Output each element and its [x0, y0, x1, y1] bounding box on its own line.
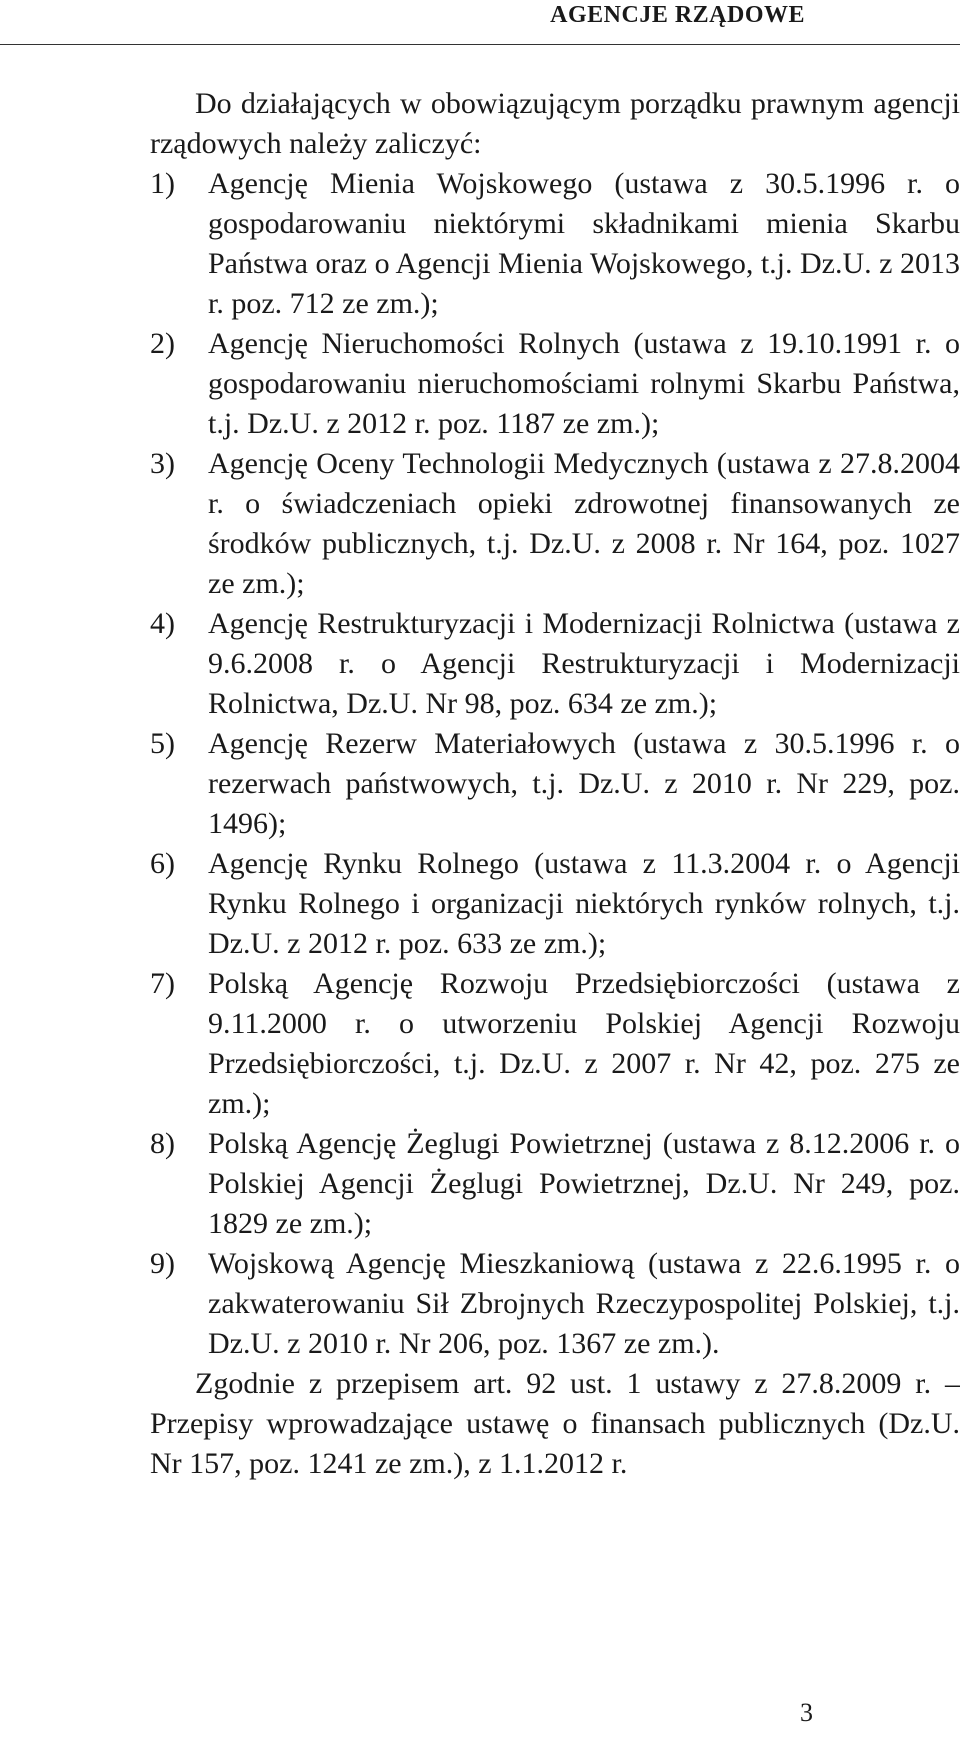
- list-item: [150, 964, 960, 1124]
- list-item: [150, 844, 960, 964]
- page-number: 3: [800, 1698, 813, 1727]
- list-item-text: Agencję Nieruchomości Rolnych (ustawa z 19.10.1991 r. o gospodarowaniu nieruchomościami rolnymi Skarbu Państwa, t.j. Dz.U. z 2012 r. poz. 1187 ze zm.);: [208, 327, 960, 440]
- list-item-text: Agencję Rezerw Materiałowych (ustawa z 30.5.1996 r. o rezerwach państwowych, t.j. Dz.U. z 2010 r. Nr 229, poz. 1496);: [208, 727, 960, 840]
- agency-list: [150, 164, 960, 1364]
- list-item-number: 8): [150, 1127, 175, 1160]
- list-item: [150, 324, 960, 444]
- list-item-number: 2): [150, 327, 175, 360]
- list-item: [150, 724, 960, 844]
- list-item-text: Agencję Oceny Technologii Medycznych (ustawa z 27.8.2004 r. o świadczeniach opieki zdrowotnej finansowanych ze środków publicznych, t.j. Dz.U. z 2008 r. Nr 164, poz. 1027 ze zm.);: [208, 447, 960, 600]
- list-item-number: 6): [150, 847, 175, 880]
- list-item: [150, 1124, 960, 1244]
- list-item: [150, 444, 960, 604]
- closing-paragraph: Zgodnie z przepisem art. 92 ust. 1 ustawy z 27.8.2009 r. – Przepisy wprowadzające ustawę o finansach publicznych (Dz.U. Nr 157, poz. 1241 ze zm.), z 1.1.2012 r.: [150, 1367, 960, 1480]
- list-item-number: 4): [150, 607, 175, 640]
- list-item: [150, 164, 960, 324]
- list-item-number: 7): [150, 967, 175, 1000]
- list-item: [150, 1244, 960, 1364]
- list-item-number: 1): [150, 167, 175, 200]
- list-item-number: 9): [150, 1247, 175, 1280]
- page-content: [150, 84, 960, 1484]
- list-item-text: Agencję Mienia Wojskowego (ustawa z 30.5.1996 r. o gospodarowaniu niektórymi składnikami mienia Skarbu Państwa oraz o Agencji Mienia Wojskowego, t.j. Dz.U. z 2013 r. poz. 712 ze zm.);: [208, 167, 960, 320]
- intro-paragraph: Do działających w obowiązującym porządku prawnym agencji rządowych należy zaliczyć:: [150, 87, 960, 160]
- running-header: [0, 0, 960, 45]
- list-item-text: Agencję Restrukturyzacji i Modernizacji Rolnictwa (ustawa z 9.6.2008 r. o Agencji Restrukturyzacji i Modernizacji Rolnictwa, Dz.U. Nr 98, poz. 634 ze zm.);: [208, 607, 960, 720]
- list-item-text: Polską Agencję Rozwoju Przedsiębiorczości (ustawa z 9.11.2000 r. o utworzeniu Polskiej Agencji Rozwoju Przedsiębiorczości, t.j. Dz.U. z 2007 r. Nr 42, poz. 275 ze zm.);: [208, 967, 960, 1120]
- list-item-text: Polską Agencję Żeglugi Powietrznej (ustawa z 8.12.2006 r. o Polskiej Agencji Żeglugi Powietrznej, Dz.U. Nr 249, poz. 1829 ze zm.);: [208, 1127, 960, 1240]
- list-item-text: Wojskową Agencję Mieszkaniową (ustawa z 22.6.1995 r. o zakwaterowaniu Sił Zbrojnych Rzeczypospolitej Polskiej, t.j. Dz.U. z 2010 r. Nr 206, poz. 1367 ze zm.).: [208, 1247, 960, 1360]
- header-title: AGENCJE RZĄDOWE: [550, 2, 805, 28]
- list-item-text: Agencję Rynku Rolnego (ustawa z 11.3.2004 r. o Agencji Rynku Rolnego i organizacji niektórych rynków rolnych, t.j. Dz.U. z 2012 r. poz. 633 ze zm.);: [208, 847, 960, 960]
- list-item-number: 5): [150, 727, 175, 760]
- list-item: [150, 604, 960, 724]
- list-item-number: 3): [150, 447, 175, 480]
